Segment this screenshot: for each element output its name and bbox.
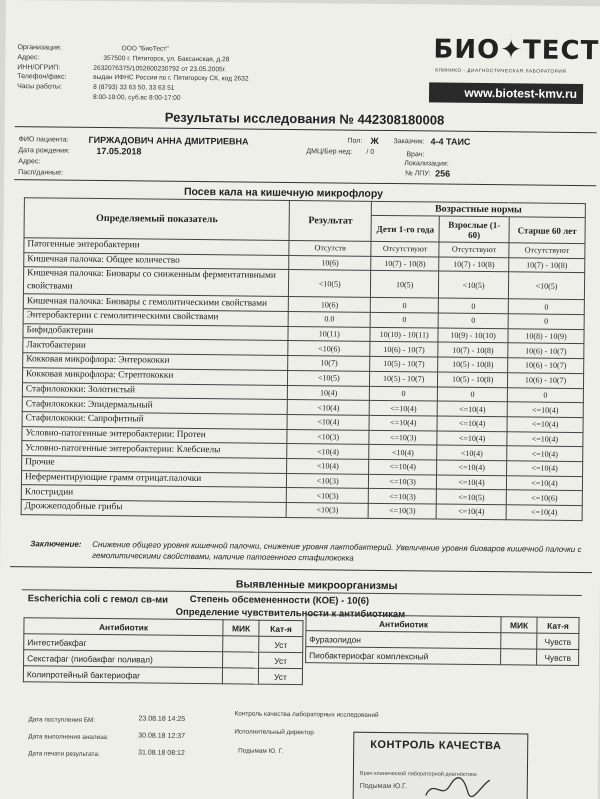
header-elderly: Старше 60 лет — [509, 217, 585, 244]
org-label: Телефон/факс: — [17, 73, 67, 82]
indicator-cell: Прочие — [22, 456, 287, 473]
norm-cell: 0 — [507, 387, 583, 402]
org-label: Организация: — [17, 44, 62, 52]
norm-cell: <=10(4) — [507, 402, 583, 417]
norm-cell: <=10(4) — [507, 446, 583, 461]
org-label: Адрес: — [17, 53, 40, 62]
patient-dob: 17.05.2018 — [96, 145, 142, 157]
result-cell: <10(4) — [288, 400, 370, 416]
organism-name: Escherichia coli с гемол св-ми — [27, 593, 169, 606]
result-cell: <10(5) — [288, 370, 370, 386]
header-indicator: Определяемый показатель — [24, 198, 290, 241]
antibiotic-name: Пиобактериофаг комплексный — [306, 647, 501, 665]
norm-cell: 10(5) - 10(8) — [438, 372, 508, 387]
norm-cell: <10(5) — [508, 272, 584, 300]
norm-cell: <10(4) — [437, 445, 507, 460]
website-url: www.biotest-kmv.ru — [429, 82, 583, 104]
indicator-cell: Патогенные энтеробактерии — [24, 238, 289, 255]
norm-cell: 0 — [437, 387, 507, 402]
indicator-cell: Клостридии — [21, 485, 286, 502]
patient-name: ГИРЖАДОВИЧ АННА ДМИТРИЕВНА — [88, 134, 249, 147]
norm-cell: <=10(4) — [437, 401, 507, 416]
indicator-cell: Неферментирующие грамм отрицат.палочки — [21, 470, 286, 487]
norm-cell: <=10(6) — [506, 490, 582, 505]
divider — [10, 566, 592, 573]
result-cell: <10(4) — [287, 414, 369, 430]
category-cell: Уст — [258, 668, 302, 684]
header-result: Результат — [289, 200, 371, 241]
norm-cell: <=10(4) — [507, 461, 583, 476]
norm-cell: 10(7) - 10(8) — [438, 342, 508, 357]
norm-cell: <=10(4) — [437, 431, 507, 446]
category-cell: Чувств — [537, 649, 579, 665]
norm-cell: 0 — [370, 298, 438, 313]
divider — [15, 126, 597, 133]
indicator-cell: Условно-патогенные энтеробактерии: Клебсиелы — [22, 441, 287, 458]
mik-cell — [501, 649, 537, 665]
result-cell: 10(7) — [288, 356, 370, 372]
header-kids: Дети 1-го года — [371, 215, 439, 242]
received-date: 23.08.18 14:25 — [138, 715, 186, 723]
norm-cell: <=10(4) — [369, 459, 437, 474]
result-cell: 10(11) — [288, 326, 370, 342]
divider — [14, 179, 596, 186]
printed-date: 31.08.18 08:12 — [138, 749, 185, 757]
norm-cell: 10(9) - 10(10) — [438, 328, 508, 343]
fio-label: ФИО пациента: — [18, 136, 69, 144]
performed-label: Дата выполнения анализа: — [28, 733, 109, 742]
header-antibiotic: Антибиотик — [306, 615, 501, 633]
norm-cell: <=10(3) — [368, 489, 436, 504]
header-age-norms: Возрастные нормы — [371, 201, 585, 217]
antibiotic-name: Секстафаг (пиобакфаг поливал) — [24, 650, 223, 668]
norm-cell: 0 — [370, 312, 438, 327]
mik-cell — [223, 636, 259, 652]
customer-label: Заказчик: — [393, 138, 425, 146]
norm-cell: <=10(4) — [507, 431, 583, 446]
indicator-cell: Кокковая микрофлора: Энтерококки — [23, 353, 288, 370]
contamination-degree: Степень обсемененности (КОЕ) - 10(6) — [189, 593, 370, 607]
quality-control-stamp — [353, 732, 529, 799]
stamp-line: Врач клинической лабораторной диагностики — [359, 770, 477, 778]
norm-cell: <=10(3) — [369, 474, 437, 489]
norm-cell: 0 — [508, 299, 584, 314]
microflora-table — [21, 197, 586, 521]
antibiotic-name: Фуразолидон — [306, 631, 501, 649]
indicator-cell: Бифидобактерии — [23, 323, 288, 340]
result-cell: <10(3) — [287, 473, 369, 489]
dmc-label: ДМЦ/Бер нед: — [306, 148, 353, 156]
indicator-cell: Кишечная палочка: Биовары с гемолитическими свойствами — [23, 294, 288, 311]
logo-subtitle: КЛИНИКО - ДИАГНОСТИЧЕСКАЯ ЛАБОРАТОРИЯ — [435, 68, 567, 75]
norm-cell: <=10(3) — [369, 430, 437, 445]
header-mik: МИК — [223, 620, 259, 636]
director-line: Исполнительный директор — [234, 728, 314, 737]
mik-cell — [223, 652, 259, 668]
category-cell: Уст — [259, 636, 303, 652]
norm-cell: 0 — [370, 386, 438, 401]
result-cell: <10(6) — [288, 341, 370, 357]
localization-label: Локализация: — [404, 160, 449, 168]
indicator-cell: Дрожжеподобные грибы — [21, 500, 286, 517]
header-category: Кат-я — [259, 620, 303, 636]
microorganisms-title: Выявленные микроорганизмы — [235, 578, 398, 593]
norm-cell: 0 — [438, 298, 508, 313]
org-value: ООО "БиоТест" — [121, 45, 169, 53]
sensitivity-title: Определение чувствительности к антибиотикам — [175, 606, 406, 621]
header-adults: Взрослые (1-60) — [439, 216, 509, 243]
indicator-cell: Стафилококки: Сапрофитный — [22, 412, 287, 429]
report-title: Результаты исследования № 442308180008 — [164, 109, 445, 128]
header-category: Кат-я — [537, 617, 579, 633]
indicator-cell: Стафилококки: Золотистый — [22, 382, 287, 399]
doctor-label: Врач: — [406, 151, 425, 159]
antibiotic-row — [23, 666, 302, 685]
norm-cell: 10(6) - 10(7) — [508, 358, 584, 373]
norm-cell: <=10(4) — [436, 504, 506, 519]
indicator-cell: Стафилококки: Эпидермальный — [22, 397, 287, 414]
norm-cell: Отсутствуют — [371, 241, 439, 256]
norm-cell: 10(6) - 10(7) — [508, 373, 584, 388]
customer-value: 4-4 ТАИС — [430, 136, 471, 147]
indicator-cell: Кокковая микрофлора: Стрептококки — [22, 368, 287, 385]
passport-label: Пасп/данные: — [18, 169, 63, 177]
norm-cell: <=10(4) — [437, 460, 507, 475]
address-label: Адрес: — [18, 158, 41, 166]
received-label: Дата поступления БМ: — [28, 716, 96, 724]
header-antibiotic: Антибиотик — [24, 618, 223, 636]
norm-cell: <10(5) — [439, 271, 509, 299]
norm-cell: 0 — [508, 314, 584, 329]
org-labels — [17, 43, 67, 92]
norm-cell: <=10(4) — [437, 416, 507, 431]
header-mik: МИК — [501, 617, 537, 633]
norm-cell: <=10(4) — [506, 505, 582, 520]
norm-cell: Отсутствуют — [439, 242, 509, 257]
antibiotic-name: Интестибакфаг — [24, 634, 223, 652]
org-label: Часы работы: — [17, 83, 62, 91]
norm-cell: Отсутствуют — [509, 243, 585, 258]
org-values — [93, 44, 249, 104]
org-label: ИНН/ОГРИП: — [17, 63, 61, 72]
result-cell: <10(3) — [287, 488, 369, 504]
antibiotic-row — [306, 647, 579, 666]
norm-cell: 10(7) - 10(8) — [439, 257, 509, 272]
norm-cell: 10(6) - 10(7) — [508, 343, 584, 358]
conclusion — [30, 538, 582, 566]
result-cell: <10(3) — [286, 502, 368, 518]
norm-cell: 10(5) - 10(8) — [438, 357, 508, 372]
norm-cell: <10(4) — [369, 445, 437, 460]
indicator-cell: Лактобактерии — [23, 338, 288, 355]
qc-line: Контроль качества лабораторных исследований — [234, 710, 379, 719]
antibiotic-name: Колипротейный бактериофаг — [23, 666, 222, 684]
mik-cell — [501, 633, 537, 649]
result-cell: <10(4) — [287, 444, 369, 460]
result-cell: <10(4) — [287, 458, 369, 474]
biotest-logo: БИО✦ТЕСТ — [433, 34, 600, 67]
org-value: 357500 г. Пятигорск, ул. Баксанская, д.28 — [103, 54, 230, 64]
conclusion-label: Заключение: — [30, 539, 82, 549]
performed-date: 30.08.18 12:37 — [138, 732, 186, 740]
norm-cell: 10(7) - 10(8) — [371, 256, 439, 271]
norm-cell: 10(10) - 10(11) — [370, 327, 438, 342]
norm-cell: 10(7) - 10(8) — [509, 257, 585, 272]
norm-cell: 10(5) - 10(7) — [370, 356, 438, 371]
table-header-row — [24, 198, 585, 218]
norm-cell: <=10(3) — [368, 503, 436, 518]
norm-cell: <=10(4) — [507, 417, 583, 432]
norm-cell: <=10(4) — [369, 401, 437, 416]
sex-label: Пол: — [347, 137, 363, 145]
norm-cell: <=10(5) — [436, 489, 506, 504]
indicator-cell: Энтеробактерии с гемолитическими свойствами — [23, 309, 288, 326]
result-cell: <10(3) — [287, 429, 369, 445]
category-cell: Чувств — [537, 633, 579, 649]
norm-cell: <=10(4) — [369, 415, 437, 430]
norm-cell: 10(5) - 10(7) — [370, 371, 438, 386]
result-cell: 10(6) — [289, 297, 371, 313]
norm-cell: 0 — [438, 313, 508, 328]
stamp-title: КОНТРОЛЬ КАЧЕСТВА — [370, 738, 502, 753]
org-value: 8:00-19:00, суб.вс 8:00-17:00 — [92, 93, 181, 102]
antibiotics-left-table — [23, 617, 304, 685]
org-value: 8 (8793) 33 63 50, 33 63 51 — [93, 84, 175, 92]
indicator-cell: Условно-патогенные энтеробактерии: Протеи — [22, 426, 287, 443]
section-title: Посев кала на кишечную микрофлору — [183, 185, 384, 200]
result-cell: <10(5) — [289, 270, 371, 298]
lpu-label: № ЛПУ: — [405, 170, 431, 178]
norm-cell: 10(6) - 10(7) — [370, 342, 438, 357]
result-cell: 0.0 — [288, 312, 370, 328]
norm-cell: <=10(4) — [437, 475, 507, 490]
category-cell: Уст — [259, 652, 303, 668]
result-cell: 10(6) — [289, 255, 371, 271]
indicator-cell: Кишечная палочка: Биовары со сниженным ферментативными свойствами — [23, 267, 289, 297]
director-name: Подымам Ю. Г. — [238, 747, 284, 755]
printed-label: Дата печати результата: — [28, 750, 100, 759]
org-value: выдан ИФНС России по г. Пятигорску СК, код 2632 — [93, 74, 249, 83]
result-cell: Отсутств — [289, 240, 371, 256]
dob-label: Дата рождения: — [18, 147, 70, 155]
norm-cell: 10(8) - 10(9) — [508, 329, 584, 344]
lpu-value: 256 — [435, 168, 451, 179]
result-cell: 10(4) — [288, 385, 370, 401]
norm-cell: 10(5) — [371, 271, 439, 299]
conclusion-text: Снижение общего уровня кишечной палочки, снижение уровня лактобактерий. Увеличение уровня биоваров кишечной палочки с гемолитическими свойствами, наличие патогенного стафилококка — [92, 539, 582, 563]
mik-cell — [223, 668, 259, 684]
antibiotics-right-table — [305, 614, 579, 666]
indicator-cell: Кишечная палочка: Общее количество — [24, 252, 289, 269]
signature-scribble — [424, 773, 494, 799]
dmc-value: / 0 — [366, 148, 375, 156]
stamp-name: Подымам Ю.Г. — [359, 782, 408, 791]
org-value: 2632076375/1052600230792 от 23.05.2005г. — [93, 64, 227, 73]
patient-sex: Ж — [370, 135, 379, 146]
norm-cell: <=10(4) — [506, 475, 582, 490]
